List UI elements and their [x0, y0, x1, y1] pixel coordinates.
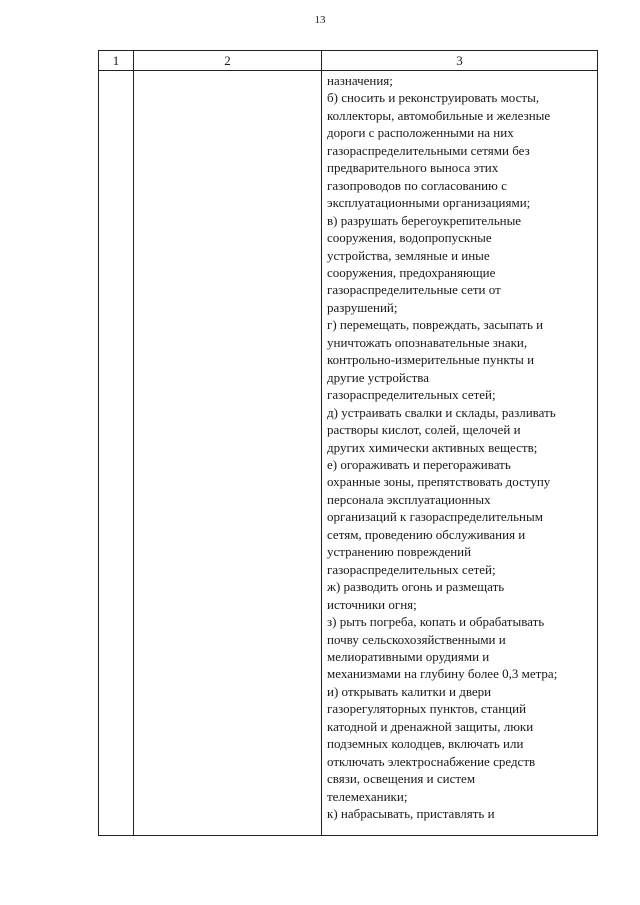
- text-line: эксплуатационными организациями;: [327, 195, 531, 211]
- text-line: газораспределительных сетей;: [327, 387, 496, 403]
- text-line: коллекторы, автомобильные и железные: [327, 107, 551, 123]
- table-row: [99, 71, 598, 836]
- regulation-table: [98, 50, 598, 836]
- column-header-2: 2: [134, 51, 322, 71]
- text-line: газорегуляторных пунктов, станций: [327, 701, 527, 717]
- text-line: уничтожать опознавательные знаки,: [327, 334, 528, 350]
- text-line: сетям, проведению обслуживания и: [327, 526, 526, 542]
- text-line: устройства, земляные и иные: [327, 247, 490, 263]
- text-line: устранению повреждений: [327, 544, 472, 560]
- text-line: связи, освещения и систем: [327, 771, 476, 787]
- text-line: газораспределительных сетей;: [327, 561, 496, 577]
- text-line: разрушений;: [327, 299, 398, 315]
- text-line: катодной и дренажной защиты, люки: [327, 718, 534, 734]
- text-line: б) сносить и реконструировать мосты,: [327, 90, 540, 106]
- text-line: газораспределительными сетями без: [327, 142, 530, 158]
- text-line: других химически активных веществ;: [327, 439, 538, 455]
- text-line: почву сельскохозяйственными и: [327, 631, 506, 647]
- column-header-1: 1: [99, 51, 134, 71]
- text-line: сооружения, предохраняющие: [327, 264, 496, 280]
- text-line: газопроводов по согласованию с: [327, 177, 507, 193]
- text-line: з) рыть погреба, копать и обрабатывать: [327, 614, 545, 630]
- text-line: подземных колодцев, включать или: [327, 736, 524, 752]
- text-line: предварительного выноса этих: [327, 160, 499, 176]
- text-line: газораспределительные сети от: [327, 282, 501, 298]
- table-header-row: [99, 51, 598, 71]
- text-line: сооружения, водопропускные: [327, 230, 492, 246]
- text-line: персонала эксплуатационных: [327, 491, 491, 507]
- text-line: д) устраивать свалки и склады, разливать: [327, 404, 556, 420]
- text-line: отключать электроснабжение средств: [327, 753, 536, 769]
- text-line: ж) разводить огонь и размещать: [327, 579, 505, 595]
- text-line: к) набрасывать, приставлять и: [327, 806, 495, 822]
- text-line: охранные зоны, препятствовать доступу: [327, 474, 551, 490]
- text-line: другие устройства: [327, 369, 430, 385]
- text-line: в) разрушать берегоукрепительные: [327, 212, 522, 228]
- text-line: дороги с расположенными на них: [327, 125, 514, 141]
- text-line: и) открывать калитки и двери: [327, 683, 492, 699]
- text-line: источники огня;: [327, 596, 417, 612]
- text-line: растворы кислот, солей, щелочей и: [327, 422, 521, 438]
- text-line: механизмами на глубину более 0,3 метра;: [327, 666, 558, 682]
- column-header-3: 3: [322, 51, 598, 71]
- cell-column-2: [134, 71, 322, 836]
- text-line: организаций к газораспределительным: [327, 509, 543, 525]
- text-line: е) огораживать и перегораживать: [327, 456, 511, 472]
- cell-column-3: [322, 71, 598, 836]
- text-line: контрольно-измерительные пункты и: [327, 352, 535, 368]
- text-line: г) перемещать, повреждать, засыпать и: [327, 317, 544, 333]
- cell-column-1: [99, 71, 134, 836]
- text-line: мелиоративными орудиями и: [327, 648, 490, 664]
- page-number: 13: [314, 14, 326, 26]
- text-line: назначения;: [327, 73, 393, 88]
- prohibitions-text: [322, 71, 597, 822]
- text-line: телемеханики;: [327, 788, 408, 804]
